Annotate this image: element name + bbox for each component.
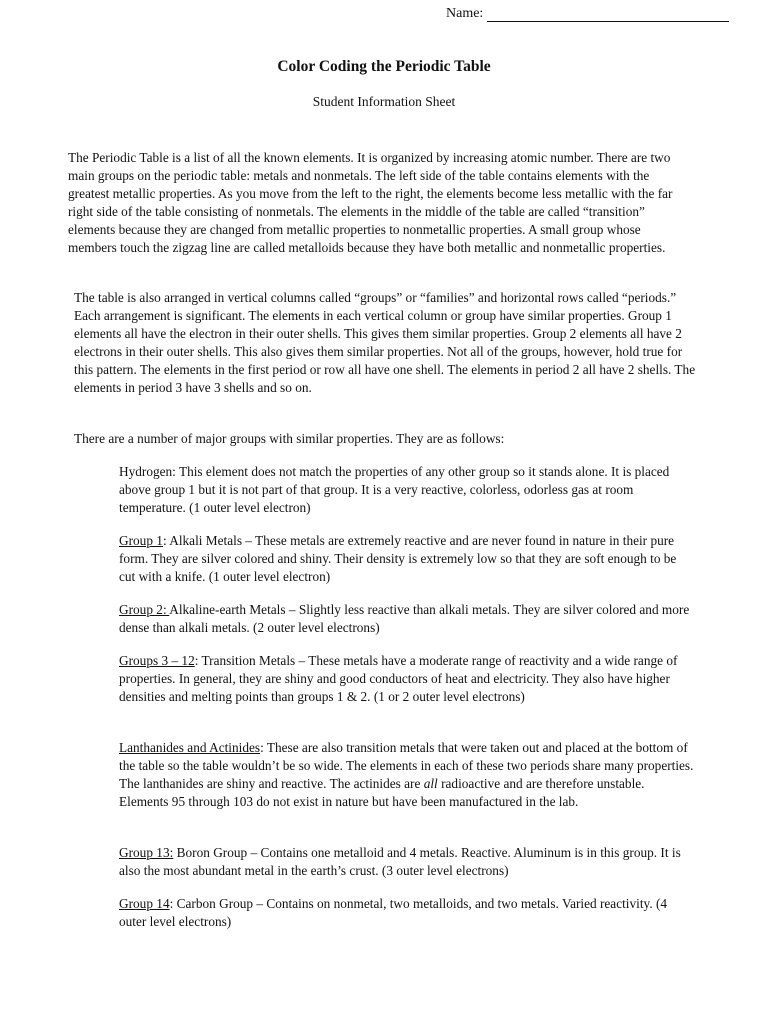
group-item-group-2 xyxy=(119,601,694,637)
group-item-label: Groups 3 – 12 xyxy=(119,653,195,668)
group-item-label: Group 2: xyxy=(119,602,170,617)
group-item-label: Group 14 xyxy=(119,896,170,911)
name-field-row xyxy=(446,6,729,22)
group-item-text: : Transition Metals – These metals have a moderate range of reactivity and a wide range of properties. In general, they are shiny and good conductors of heat and electricity. They also have higher densities and melting points than groups 1 & 2. (1 or 2 outer level electrons) xyxy=(119,653,678,704)
group-item-hydrogen xyxy=(119,463,694,517)
group-item-label: Lanthanides and Actinides xyxy=(119,740,261,755)
document-title: Color Coding the Periodic Table xyxy=(277,58,491,75)
group-item-text: : Alkali Metals – These metals are extremely reactive and are never found in nature in their pure form. They are silver colored and shiny. Their density is extremely low so that they are soft enough to be cut with a knife. (1 outer level electron) xyxy=(119,533,677,584)
group-item-group-1 xyxy=(119,532,694,586)
name-blank-line xyxy=(487,6,729,22)
groups-periods-paragraph: The table is also arranged in vertical columns called “groups” or “families” and horizontal rows called “periods.” Each arrangement is significant. The elements in each vertical column or group have similar properties. Group 1 elements all have the electron in their outer shells. This gives them similar properties. Group 2 elements all have 2 electrons in their outer shells. This also gives them similar properties. Not all of the groups, however, hold true for this pattern. The elements in the first period or row all have one shell. The elements in period 2 all have 2 shells. The elements in period 3 have 3 shells and so on. xyxy=(74,290,696,395)
group-item-text: Alkaline-earth Metals – Slightly less reactive than alkali metals. They are silver colored and more dense than alkali metals. (2 outer level electrons) xyxy=(119,602,690,635)
group-item-text: Hydrogen: This element does not match the properties of any other group so it stands alone. It is placed above group 1 but it is not part of that group. It is a very reactive, colorless, odorless gas at room temperature. (1 outer level electron) xyxy=(119,464,670,515)
document-subtitle: Student Information Sheet xyxy=(312,94,456,109)
group-item-group-14 xyxy=(119,895,694,931)
group-item-text: Boron Group – Contains one metalloid and 4 metals. Reactive. Aluminum is in this group. It is also the most abundant metal in the earth’s crust. (3 outer level electrons) xyxy=(119,845,681,878)
group-item-text: : These are also transition metals that were taken out and placed at the bottom of the table so the table wouldn’t be so wide. The elements in each of these two periods share many properties. The lanthanides are shiny and reactive. The actinides are xyxy=(119,740,694,791)
group-item-label: Group 13: xyxy=(119,845,174,860)
major-groups-intro: There are a number of major groups with similar properties. They are as follows: xyxy=(74,431,505,446)
group-item-text-after: radioactive and are therefore unstable. Elements 95 through 103 do not exist in nature but have been manufactured in the lab. xyxy=(119,776,645,809)
name-label: Name: xyxy=(446,6,484,21)
group-item-text: : Carbon Group – Contains on nonmetal, two metalloids, and two metals. Varied reactivity. (4 outer level electrons) xyxy=(119,896,668,929)
group-item-emphasis: all xyxy=(423,776,438,791)
intro-paragraph: The Periodic Table is a list of all the known elements. It is organized by increasing atomic number. There are two main groups on the periodic table: metals and nonmetals. The left side of the table contains elements with the greatest metallic properties. As you move from the left to the right, the elements become less metallic with the far right side of the table consisting of nonmetals. The elements in the middle of the table are called “transition” elements because they are changed from metallic properties to nonmetallic properties. A small group whose members touch the zigzag line are called metalloids because they have both metallic and nonmetallic properties. xyxy=(68,150,673,255)
group-item-label: Group 1 xyxy=(119,533,163,548)
group-item-lanthanides-actinides xyxy=(119,739,694,811)
group-item-group-13 xyxy=(119,844,694,880)
group-item-groups-3-12 xyxy=(119,652,694,706)
